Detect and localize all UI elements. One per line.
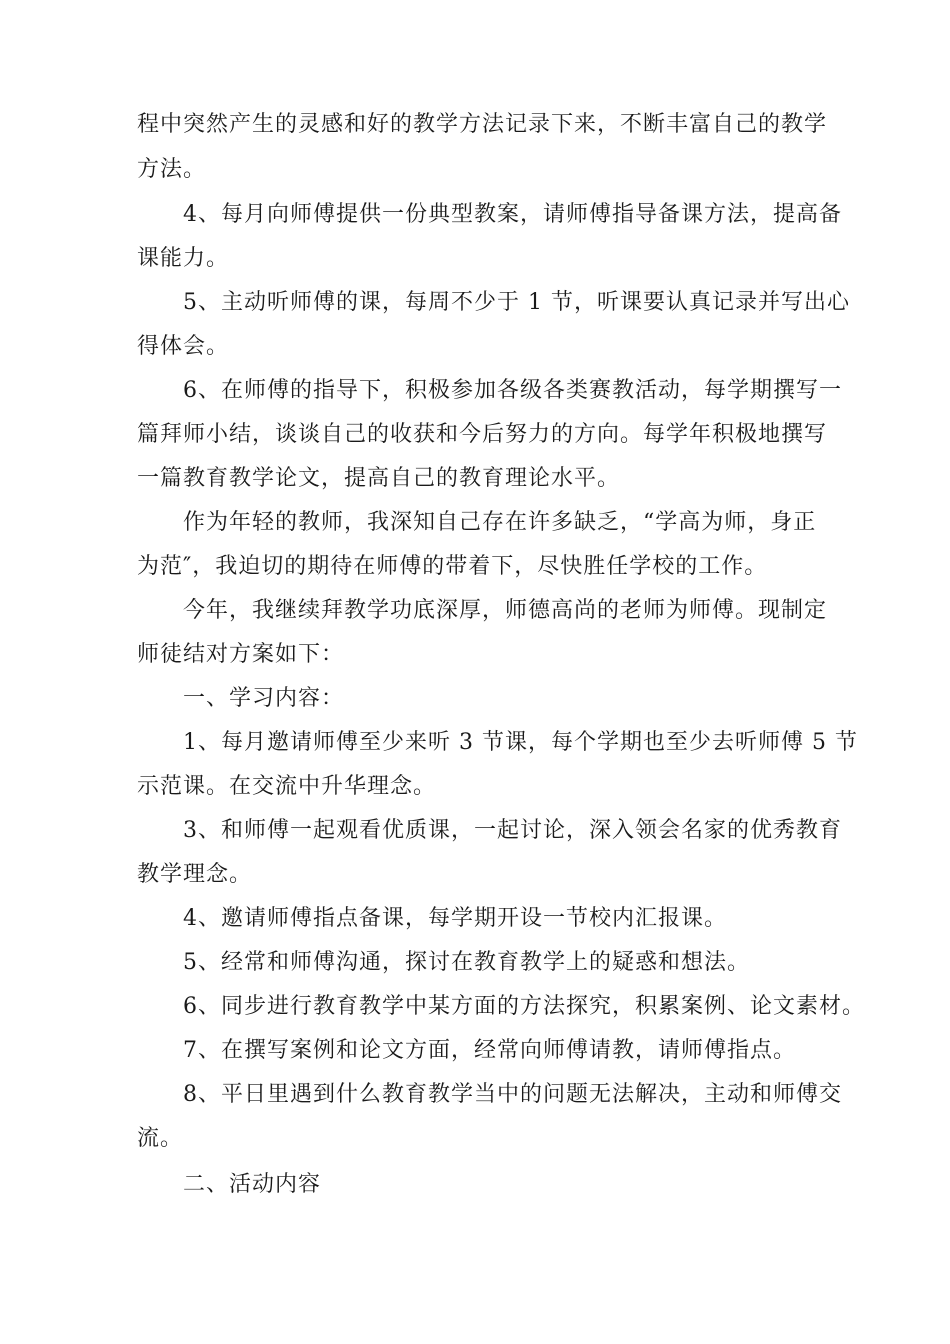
text-line: 5、主动听师傅的课，每周不少于 1 节，听课要认真记录并写出心 xyxy=(183,290,850,315)
text-line: 一篇教育教学论文，提高自己的教育理论水平。 xyxy=(137,466,621,491)
text-line: 5、经常和师傅沟通，探讨在教育教学上的疑惑和想法。 xyxy=(183,950,750,975)
text-line: 课能力。 xyxy=(137,246,230,271)
text-line: 得体会。 xyxy=(137,334,230,359)
text-line: 流。 xyxy=(137,1126,184,1151)
text-line: 篇拜师小结，谈谈自己的收获和今后努力的方向。每学年积极地撰写 xyxy=(137,422,828,447)
text-line: 作为年轻的教师，我深知自己存在许多缺乏，“学高为师，身正 xyxy=(183,510,817,535)
text-line: 为范″，我迫切的期待在师傅的带着下，尽快胜任学校的工作。 xyxy=(137,554,768,579)
text-line: 教学理念。 xyxy=(137,862,253,887)
text-line: 示范课。在交流中升华理念。 xyxy=(137,774,437,799)
text-line: 4、邀请师傅指点备课，每学期开设一节校内汇报课。 xyxy=(183,906,727,931)
text-line: 6、同步进行教育教学中某方面的方法探究，积累案例、论文素材。 xyxy=(183,994,865,1019)
section-heading: 二、活动内容 xyxy=(183,1172,322,1197)
text-line: 师徒结对方案如下： xyxy=(137,642,345,667)
text-line: 程中突然产生的灵感和好的教学方法记录下来，不断丰富自己的教学 xyxy=(137,112,828,137)
text-line: 1、每月邀请师傅至少来听 3 节课，每个学期也至少去听师傅 5 节 xyxy=(183,730,858,755)
text-line: 7、在撰写案例和论文方面，经常向师傅请教，请师傅指点。 xyxy=(183,1038,796,1063)
text-line: 8、平日里遇到什么教育教学当中的问题无法解决，主动和师傅交 xyxy=(183,1082,842,1107)
text-line: 今年，我继续拜教学功底深厚，师德高尚的老师为师傅。现制定 xyxy=(183,598,828,623)
text-line: 4、每月向师傅提供一份典型教案，请师傅指导备课方法，提高备 xyxy=(183,202,842,227)
section-heading: 一、学习内容： xyxy=(183,686,345,711)
text-line: 6、在师傅的指导下，积极参加各级各类赛教活动，每学期撰写一 xyxy=(183,378,842,403)
text-line: 方法。 xyxy=(137,157,207,182)
text-line: 3、和师傅一起观看优质课，一起讨论，深入领会名家的优秀教育 xyxy=(183,818,842,843)
